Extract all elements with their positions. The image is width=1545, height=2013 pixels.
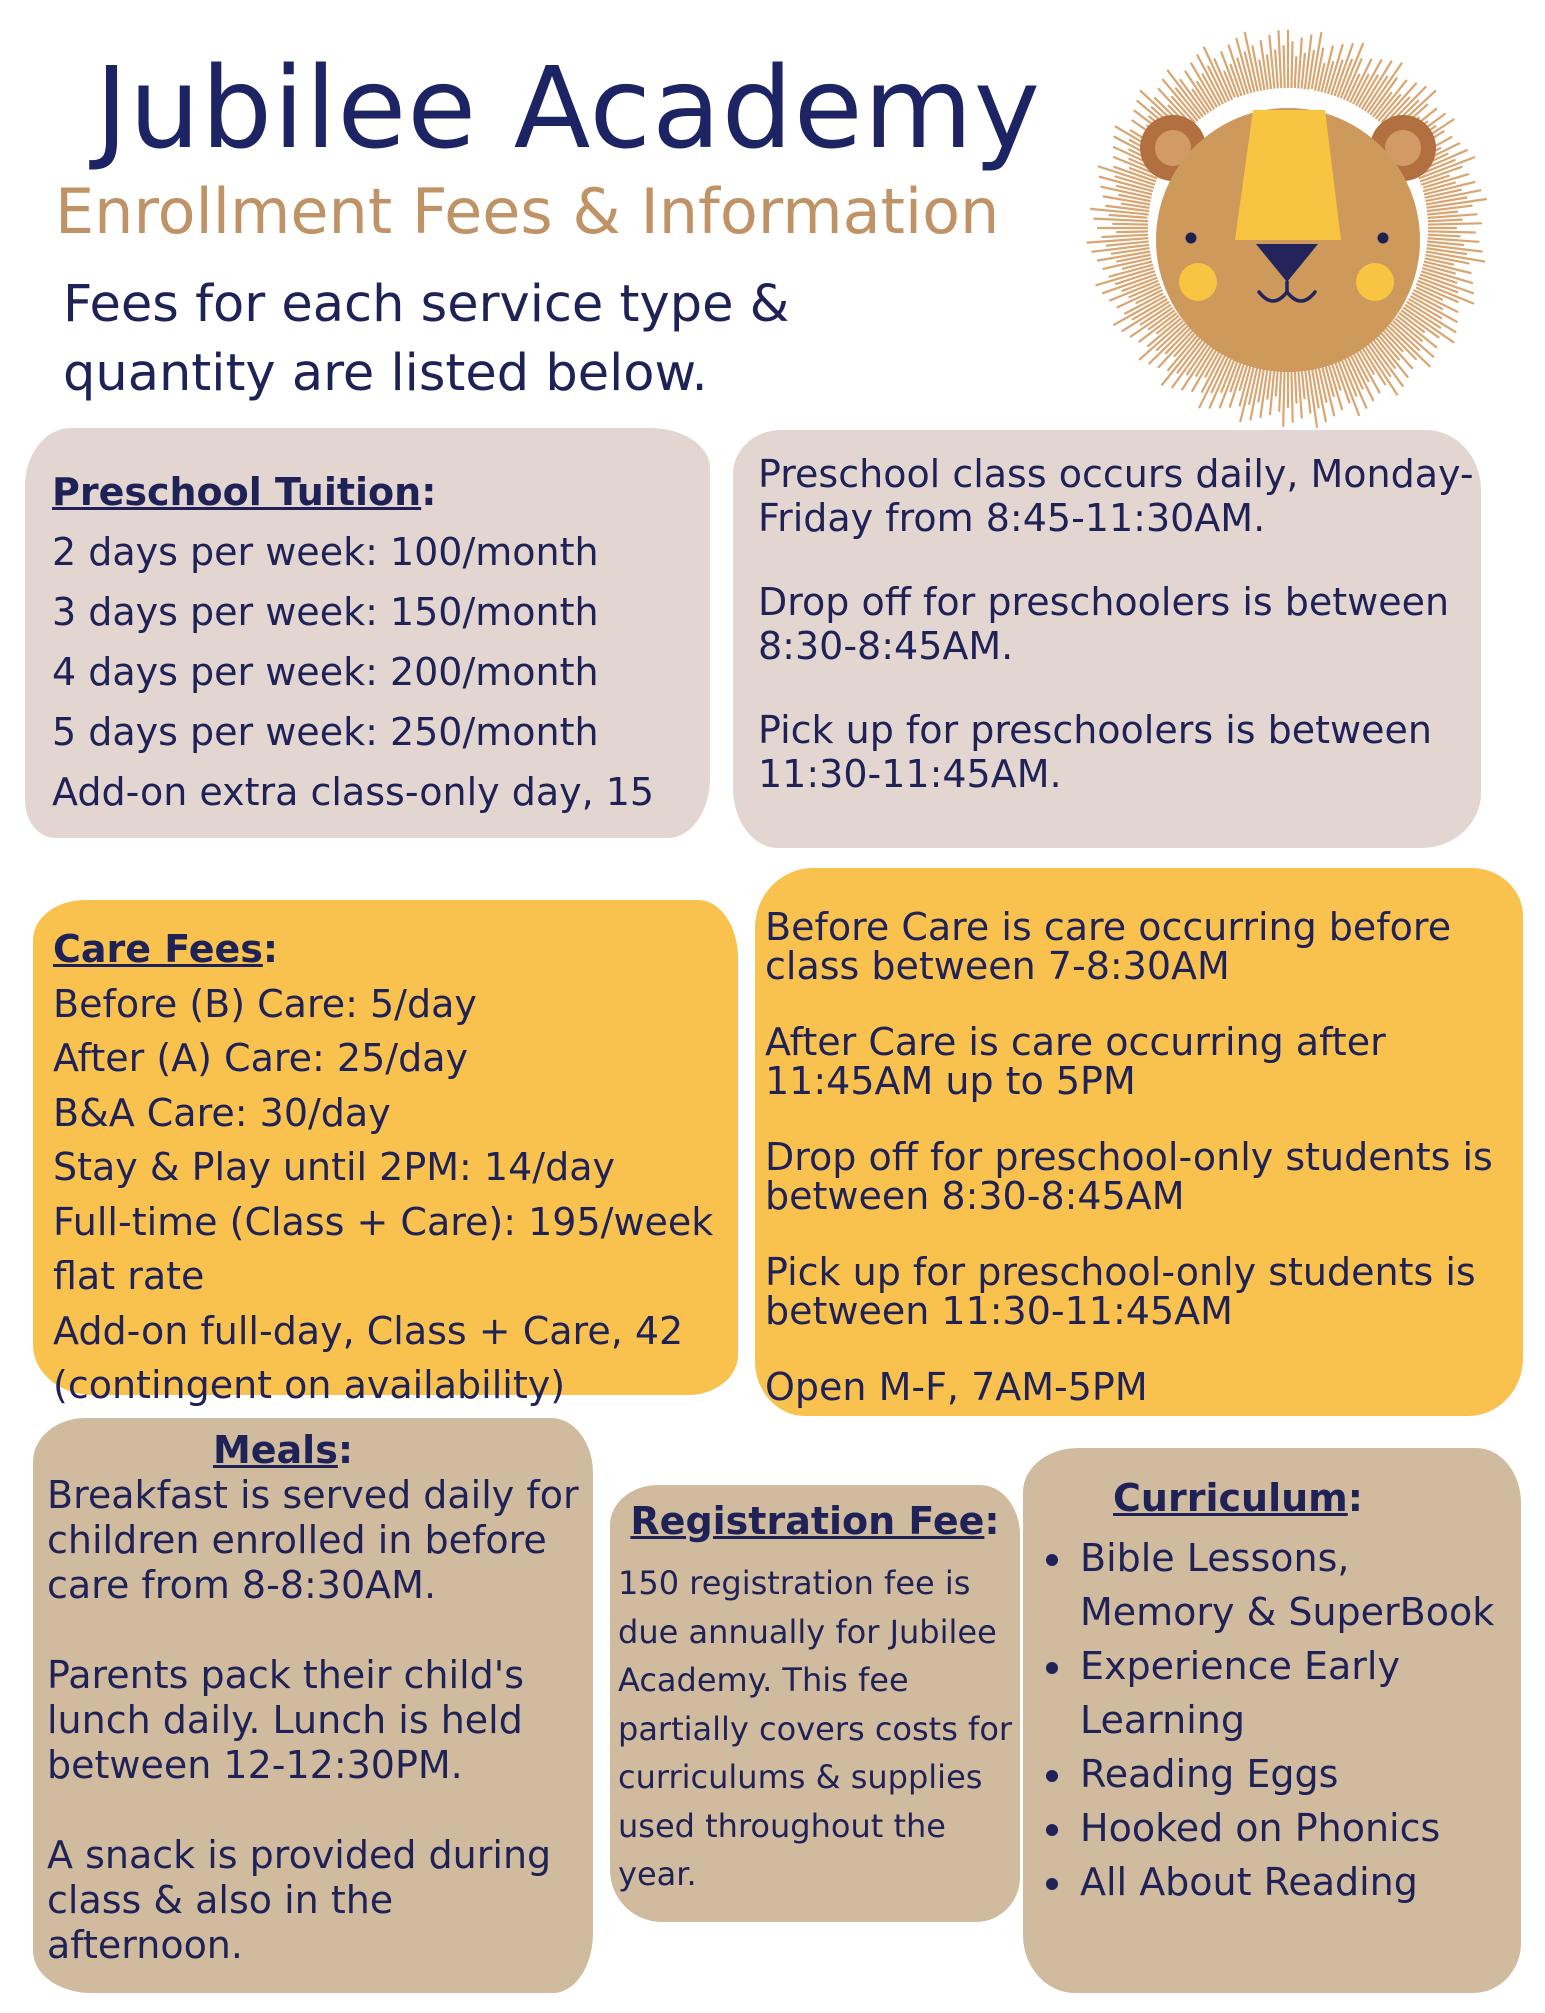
preschool-info-paragraph: Pick up for preschoolers is between 11:30-11:45AM.: [758, 708, 1432, 796]
curriculum-heading: Curriculum:: [1113, 1476, 1363, 1520]
care-fees-card: [33, 900, 738, 1407]
preschool-tuition-heading: Preschool Tuition:: [52, 470, 437, 514]
curriculum-item: • Hooked on Phonics: [1076, 1801, 1513, 1855]
mane-ray: [1279, 31, 1282, 97]
registration-heading: Registration Fee:: [630, 1499, 1000, 1543]
curriculum-item: • Bible Lessons, Memory & SuperBook: [1076, 1531, 1513, 1639]
meals-paragraph: Breakfast is served daily for children enrolled in before care from 8-8:30AM.: [47, 1473, 579, 1607]
care-fee-item: Stay & Play until 2PM: 14/day: [53, 1145, 615, 1189]
registration-card: [610, 1485, 1020, 1922]
care-fee-item: Before (B) Care: 5/day: [53, 981, 477, 1026]
tuition-item: 4 days per week: 200/month: [52, 650, 599, 694]
mane-ray: [1423, 223, 1481, 224]
curriculum-item: • All About Reading: [1076, 1855, 1513, 1909]
mane-ray: [1110, 215, 1147, 218]
care-fee-item: B&A Care: 30/day: [53, 1090, 391, 1135]
page-subtitle: Enrollment Fees & Information: [55, 175, 1000, 248]
meals-paragraph: Parents pack their child's lunch daily. Lunch is held between 12-12:30PM.: [47, 1653, 524, 1787]
intro-text: Fees for each service type & quantity are listed below.: [63, 275, 790, 403]
tuition-list: [52, 522, 654, 822]
mane-ray: [1279, 366, 1281, 411]
preschool-tuition-card: [25, 428, 710, 838]
meals-text: [33, 1473, 593, 1968]
tuition-item: 5 days per week: 250/month: [52, 710, 599, 754]
curriculum-list: [1033, 1531, 1513, 1909]
care-fee-item: Add-on full-day, Class + Care, 42 (contingent on availability): [53, 1308, 684, 1407]
preschool-info-paragraph: Preschool class occurs daily, Monday-Friday from 8:45-11:30AM.: [758, 452, 1474, 540]
curriculum-item: • Reading Eggs: [1076, 1747, 1513, 1801]
preschool-info-paragraph: Drop off for preschoolers is between 8:30-8:45AM.: [758, 580, 1450, 668]
curriculum-card: [1023, 1448, 1521, 1993]
care-fees-list: [53, 977, 738, 1413]
mane-ray: [1291, 370, 1292, 422]
care-info-text: [765, 905, 1515, 1444]
care-fee-item: After (A) Care: 25/day: [53, 1036, 468, 1080]
meals-paragraph: A snack is provided during class & also in the afternoon.: [47, 1833, 552, 1967]
mane-ray: [1275, 51, 1278, 89]
meals-heading: Meals:: [212, 1428, 354, 1472]
care-info-paragraph: Before Care is care occurring before class between 7-8:30AM: [765, 905, 1452, 988]
tuition-item: Add-on extra class-only day, 15: [52, 770, 655, 814]
tuition-item: 2 days per week: 100/month: [52, 530, 599, 574]
lion-icon: [1063, 30, 1493, 430]
mane-ray: [1295, 57, 1297, 87]
curriculum-item: • Experience Early Learning: [1076, 1639, 1513, 1747]
care-fee-item: Full-time (Class + Care): 195/week flat rate: [53, 1199, 714, 1298]
care-info-paragraph: Open M-F, 7AM-5PM: [765, 1365, 1148, 1409]
care-info-paragraph: Pick up for preschool-only students is between 11:30-11:45AM: [765, 1250, 1476, 1333]
mane-ray: [1305, 35, 1312, 92]
meals-card: [33, 1418, 593, 1993]
care-info-paragraph: After Care is care occurring after 11:45AM up to 5PM: [765, 1020, 1386, 1103]
mane-ray: [1426, 212, 1457, 215]
care-info-paragraph: Drop off for preschool-only students is between 8:30-8:45AM: [765, 1135, 1493, 1218]
care-fees-heading: Care Fees:: [53, 927, 279, 971]
page-title: Jubilee Academy: [95, 44, 1041, 174]
mane-ray: [1113, 224, 1151, 225]
preschool-info-card: [733, 430, 1481, 848]
registration-text: 150 registration fee is due annually for Jubilee Academy. This fee partially covers costs for curriculums & supplies used throughout the year.: [618, 1564, 1013, 1893]
preschool-info-text: [758, 452, 1478, 836]
tuition-item: 3 days per week: 150/month: [52, 590, 599, 634]
mane-ray: [1422, 231, 1475, 232]
mane-ray: [1102, 235, 1147, 237]
care-info-card: [755, 868, 1523, 1416]
